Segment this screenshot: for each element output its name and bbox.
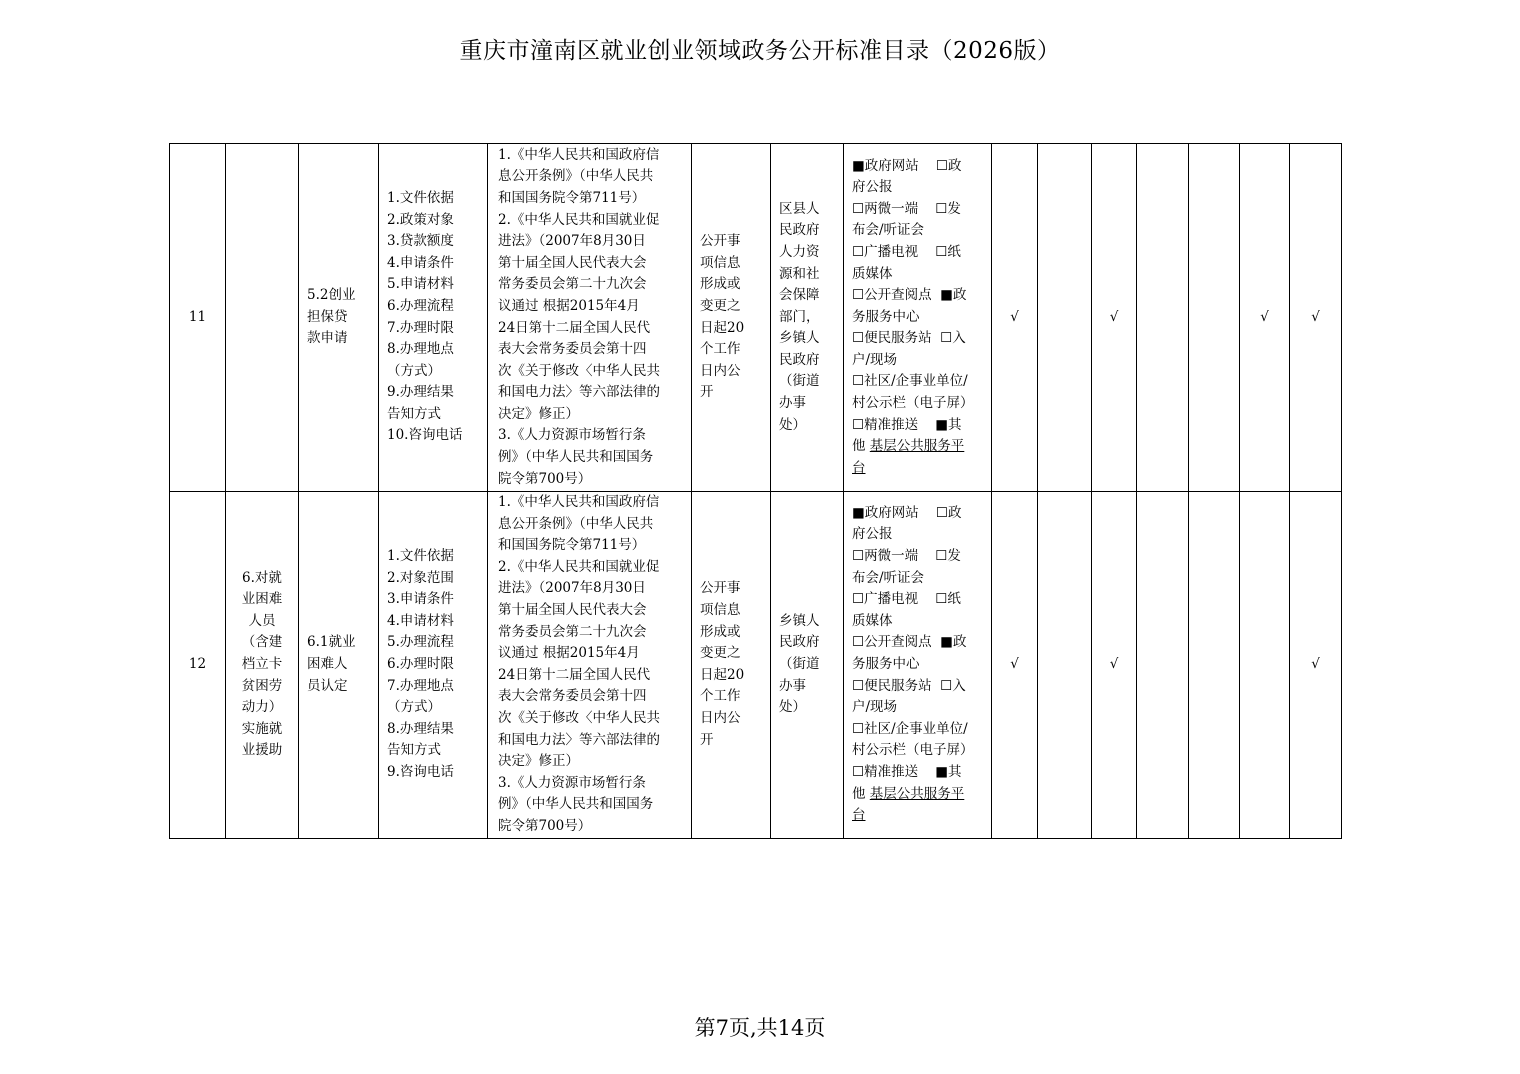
basis-line: 议通过 根据2015年4月 [498, 297, 640, 314]
contents-line: 8.办理地点 [387, 341, 454, 358]
check-cell [1038, 492, 1092, 839]
basis-line: 1.《中华人民共和国政府信 [498, 146, 660, 163]
time-limit-line: 日内公 [700, 709, 741, 726]
item-line: 6.1就业 [307, 634, 356, 651]
contents-line: 5.办理流程 [387, 634, 454, 651]
time-limit-line: 形成或 [700, 623, 741, 640]
channel-line: ■政府网站 ☐政 [852, 157, 962, 174]
category-cell [226, 492, 299, 839]
channel-other-prefix: 他 [852, 438, 870, 455]
basis-line: 1.《中华人民共和国政府信 [498, 494, 660, 510]
basis-line: 表大会常务委员会第十四 [498, 688, 647, 705]
channel-other-line [852, 436, 983, 458]
contents-line: 5.申请材料 [387, 276, 454, 293]
channel-line: 府公报 [852, 526, 893, 543]
category-line: 动力） [241, 699, 283, 716]
contents-line: 8.办理结果 [387, 720, 454, 737]
basis-line: 次《关于修改〈中华人民共 [498, 709, 660, 726]
basis-line: 和国电力法〉等六部法律的 [498, 731, 660, 748]
contents-line: 6.办理流程 [387, 297, 454, 314]
time-limit-line: 变更之 [700, 297, 741, 314]
category-line: （含建 [241, 634, 283, 651]
channel-line: ☐两微一端 ☐发 [852, 200, 961, 217]
subject-line: 会保障 [779, 287, 820, 304]
check-cell: √ [1092, 492, 1137, 839]
subject-line: （街道 [779, 655, 820, 672]
basis-cell [488, 492, 692, 839]
basis-line: 第十届全国人民代表大会 [498, 254, 647, 271]
check-cell [1137, 144, 1189, 492]
basis-line: 常务委员会第二十九次会 [498, 623, 647, 640]
time-limit-line: 开 [700, 731, 714, 748]
contents-line: 1.文件依据 [387, 547, 454, 564]
basis-line: 2.《中华人民共和国就业促 [498, 211, 660, 228]
channel-line: ☐便民服务站 ☐入 [852, 330, 966, 347]
channel-other-tail: 台 [852, 807, 866, 824]
channel-other-value: 基层公共服务平 [869, 438, 965, 455]
category-line: 贫困劳 [241, 677, 283, 694]
channel-line: 务服务中心 [852, 308, 920, 325]
channel-line: 村公示栏（电子屏） [852, 742, 974, 759]
time-limit-line: 日内公 [700, 362, 741, 379]
contents-line: 7.办理地点 [387, 677, 454, 694]
time-limit-line: 个工作 [700, 341, 741, 358]
time-limit-line: 公开事 [700, 233, 741, 250]
basis-line: 第十届全国人民代表大会 [498, 601, 647, 618]
subject-line: 民政府 [779, 222, 820, 239]
check-cell [1189, 492, 1240, 839]
item-cell [299, 492, 379, 839]
check-cell: √ [1240, 144, 1290, 492]
category-cell [226, 144, 299, 492]
contents-line: 3.申请条件 [387, 591, 454, 608]
row-number: 12 [170, 492, 226, 839]
basis-line: 院令第700号） [498, 817, 592, 834]
basis-line: 2.《中华人民共和国就业促 [498, 558, 660, 575]
subject-cell [771, 492, 844, 839]
contents-line: 4.申请条件 [387, 254, 454, 271]
page-footer: 第7页,共14页 [694, 1016, 826, 1040]
catalog-table [169, 143, 1342, 839]
contents-line: 3.贷款额度 [387, 233, 454, 250]
time-limit-line: 项信息 [700, 601, 741, 618]
contents-line: 7.办理时限 [387, 319, 454, 336]
subject-line: （街道 [779, 373, 820, 390]
basis-line: 24日第十二届全国人民代 [498, 319, 651, 336]
basis-line: 24日第十二届全国人民代 [498, 666, 651, 683]
channel-line: 布会/听证会 [852, 222, 925, 239]
basis-cell [488, 144, 692, 492]
contents-line: 10.咨询电话 [387, 427, 463, 444]
time-limit-line: 日起20 [700, 319, 745, 336]
basis-line: 息公开条例》（中华人民共 [498, 168, 654, 185]
contents-line: 告知方式 [387, 742, 441, 759]
item-line: 5.2创业 [307, 287, 356, 304]
subject-line: 处） [779, 699, 806, 716]
channel-line: ☐精准推送 ■其 [852, 416, 962, 433]
channel-line: 务服务中心 [852, 655, 920, 672]
channel-other-line [852, 784, 983, 806]
channel-line: 布会/听证会 [852, 569, 925, 586]
check-cell [1038, 144, 1092, 492]
item-line: 款申请 [307, 330, 348, 347]
contents-line: 2.政策对象 [387, 211, 454, 228]
check-cell [1137, 492, 1189, 839]
basis-line: 院令第700号） [498, 470, 592, 487]
contents-line: 9.办理结果 [387, 384, 454, 401]
item-line: 担保贷 [307, 308, 348, 325]
channels-cell [844, 144, 992, 492]
check-cell: √ [1290, 492, 1342, 839]
subject-line: 部门， [779, 308, 820, 325]
category-line: 档立卡 [241, 655, 283, 672]
channels-cell [844, 492, 992, 839]
channel-line: ☐公开查阅点 ■政 [852, 287, 967, 304]
channel-other-tail: 台 [852, 459, 866, 476]
subject-line: 区县人 [779, 200, 820, 217]
basis-line: 和国国务院令第711号） [498, 189, 646, 206]
check-cell [1240, 492, 1290, 839]
subject-line: 人力资 [779, 243, 820, 260]
table-row [170, 144, 1342, 492]
time-limit-line: 形成或 [700, 276, 741, 293]
time-limit-line: 项信息 [700, 254, 741, 271]
channel-line: ☐精准推送 ■其 [852, 763, 962, 780]
contents-line: （方式） [387, 699, 441, 716]
category-line: 业援助 [241, 742, 283, 759]
subject-line: 办事 [779, 395, 806, 412]
check-cell: √ [1290, 144, 1342, 492]
contents-line: （方式） [387, 362, 441, 379]
channel-line: 质媒体 [852, 612, 893, 629]
channel-line: 户/现场 [852, 351, 898, 368]
category-line: 6.对就 [242, 569, 282, 586]
basis-line: 例》（中华人民共和国国务 [498, 796, 654, 813]
subject-line: 办事 [779, 677, 806, 694]
basis-line: 3.《人力资源市场暂行条 [498, 774, 646, 791]
channel-other-value: 基层公共服务平 [869, 785, 965, 802]
contents-line: 2.对象范围 [387, 569, 454, 586]
item-line: 员认定 [307, 677, 348, 694]
basis-line: 决定》修正） [498, 405, 579, 422]
contents-cell [379, 144, 488, 492]
subject-line: 处） [779, 416, 806, 433]
subject-cell [771, 144, 844, 492]
basis-line: 常务委员会第二十九次会 [498, 276, 647, 293]
channel-other-prefix: 他 [852, 785, 870, 802]
basis-line: 进法》（2007年8月30日 [498, 580, 646, 597]
basis-line: 3.《人力资源市场暂行条 [498, 427, 646, 444]
contents-line: 9.咨询电话 [387, 763, 454, 780]
contents-cell [379, 492, 488, 839]
subject-line: 乡镇人 [779, 612, 820, 629]
row-number: 11 [170, 144, 226, 492]
channel-line: 府公报 [852, 179, 893, 196]
page-title: 重庆市潼南区就业创业领域政务公开标准目录（2026版） [459, 38, 1061, 64]
contents-line: 4.申请材料 [387, 612, 454, 629]
channel-line: ☐社区/企事业单位/ [852, 720, 968, 737]
channel-line: ☐公开查阅点 ■政 [852, 634, 967, 651]
time-limit-line: 公开事 [700, 580, 741, 597]
subject-line: 民政府 [779, 351, 820, 368]
time-limit-cell [692, 492, 771, 839]
category-line: 实施就 [241, 720, 283, 737]
subject-line: 源和社 [779, 265, 820, 282]
table-row [170, 492, 1342, 839]
check-cell [1189, 144, 1240, 492]
check-cell: √ [1092, 144, 1137, 492]
contents-line: 1.文件依据 [387, 189, 454, 206]
channel-line: 村公示栏（电子屏） [852, 395, 974, 412]
channel-line: ☐便民服务站 ☐入 [852, 677, 966, 694]
basis-line: 表大会常务委员会第十四 [498, 341, 647, 358]
check-cell: √ [992, 492, 1038, 839]
item-line: 困难人 [307, 655, 348, 672]
subject-line: 乡镇人 [779, 330, 820, 347]
basis-line: 议通过 根据2015年4月 [498, 645, 640, 662]
basis-line: 例》（中华人民共和国国务 [498, 449, 654, 466]
contents-line: 6.办理时限 [387, 655, 454, 672]
channel-line: ☐社区/企事业单位/ [852, 373, 968, 390]
basis-line: 决定》修正） [498, 753, 579, 770]
time-limit-line: 个工作 [700, 688, 741, 705]
channel-line: ☐广播电视 ☐纸 [852, 243, 961, 260]
category-line: 业困难 [241, 591, 283, 608]
basis-line: 次《关于修改〈中华人民共 [498, 362, 660, 379]
basis-line: 和国电力法〉等六部法律的 [498, 384, 660, 401]
time-limit-line: 变更之 [700, 645, 741, 662]
category-line: 人员 [248, 612, 276, 629]
check-cell: √ [992, 144, 1038, 492]
channel-line: 户/现场 [852, 699, 898, 716]
time-limit-cell [692, 144, 771, 492]
time-limit-line: 开 [700, 384, 714, 401]
item-cell [299, 144, 379, 492]
time-limit-line: 日起20 [700, 666, 745, 683]
channel-line: ■政府网站 ☐政 [852, 504, 962, 521]
basis-line: 息公开条例》（中华人民共 [498, 515, 654, 532]
contents-line: 告知方式 [387, 405, 441, 422]
channel-line: 质媒体 [852, 265, 893, 282]
channel-line: ☐两微一端 ☐发 [852, 547, 961, 564]
basis-line: 和国国务院令第711号） [498, 537, 646, 554]
basis-line: 进法》（2007年8月30日 [498, 233, 646, 250]
channel-line: ☐广播电视 ☐纸 [852, 591, 961, 608]
subject-line: 民政府 [779, 634, 820, 651]
